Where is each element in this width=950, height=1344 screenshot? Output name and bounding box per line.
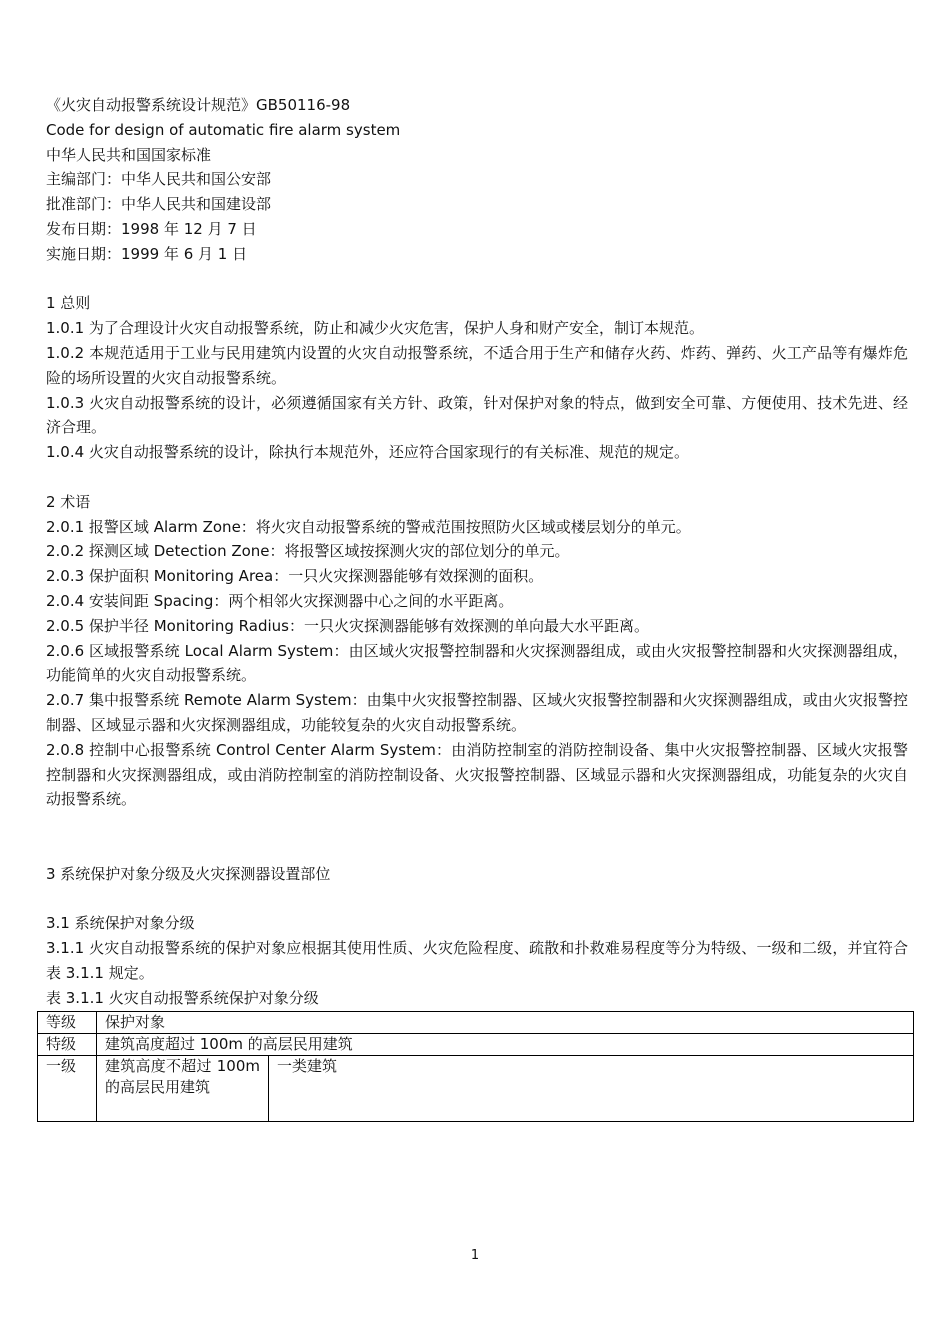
table-header-cell: 等级 — [38, 1012, 97, 1034]
table-header-cell: 保护对象 — [97, 1012, 914, 1034]
table-row — [38, 1034, 914, 1056]
clause-1-0-2: 1.0.2 本规范适用于工业与民用建筑内设置的火灾自动报警系统，不适合用于生产和储存火药、炸药、弹药、火工产品等有爆炸危险的场所设置的火灾自动报警系统。 — [46, 343, 908, 387]
clause-2-0-7: 2.0.7 集中报警系统 Remote Alarm System：由集中火灾报警控制器、区域火灾报警控制器和火灾探测器组成，或由火灾报警控制器、区域显示器和火灾探测器组成，功能较复杂的火灾自动报警系统。 — [46, 691, 908, 734]
spacer — [46, 465, 908, 490]
approver-dept: 批准部门：中华人民共和国建设部 — [46, 195, 272, 214]
clause-2-0-3: 2.0.3 保护面积 Monitoring Area：一只火灾探测器能够有效探测的面积。 — [46, 567, 544, 586]
table-row — [38, 1056, 914, 1122]
table-cell: 建筑高度不超过 100m 的高层民用建筑 — [97, 1056, 269, 1122]
table-cell: 一类建筑 — [269, 1056, 914, 1122]
clause-2-0-4: 2.0.4 安装间距 Spacing：两个相邻火灾探测器中心之间的水平距离。 — [46, 591, 514, 610]
protection-level-table — [37, 1011, 914, 1122]
effective-date: 实施日期：1999 年 6 月 1 日 — [46, 244, 248, 263]
section-2-heading: 2 术语 — [46, 492, 91, 511]
document-body — [46, 93, 908, 1010]
section-3-1-heading: 3.1 系统保护对象分级 — [46, 914, 195, 933]
clause-1-0-4: 1.0.4 火灾自动报警系统的设计，除执行本规范外，还应符合国家现行的有关标准、规范的规定。 — [46, 443, 689, 462]
page-number: 1 — [470, 1248, 480, 1263]
table-header-row — [38, 1012, 914, 1034]
release-date: 发布日期：1998 年 12 月 7 日 — [46, 219, 257, 238]
spacer — [46, 887, 908, 912]
spacer — [46, 267, 908, 292]
section-3-heading: 3 系统保护对象分级及火灾探测器设置部位 — [46, 864, 331, 883]
editor-dept: 主编部门：中华人民共和国公安部 — [46, 170, 272, 189]
standard-type: 中华人民共和国国家标准 — [46, 145, 212, 164]
clause-2-0-5: 2.0.5 保护半径 Monitoring Radius：一只火灾探测器能够有效探测的单向最大水平距离。 — [46, 616, 649, 635]
clause-3-1-1: 3.1.1 火灾自动报警系统的保护对象应根据其使用性质、火灾危险程度、疏散和扑救难易程度等分为特级、一级和二级，并宜符合表 3.1.1 规定。 — [46, 939, 908, 982]
english-title: Code for design of automatic fire alarm system — [46, 120, 401, 139]
table-cell: 建筑高度超过 100m 的高层民用建筑 — [97, 1034, 914, 1056]
clause-2-0-2: 2.0.2 探测区域 Detection Zone：将报警区域按探测火灾的部位划分的单元。 — [46, 542, 570, 561]
table-cell: 一级 — [38, 1056, 97, 1122]
clause-1-0-1: 1.0.1 为了合理设计火灾自动报警系统，防止和减少火灾危害，保护人身和财产安全，制订本规范。 — [46, 319, 704, 338]
clause-2-0-8: 2.0.8 控制中心报警系统 Control Center Alarm System：由消防控制室的消防控制设备、集中火灾报警控制器、区域火灾报警控制器和火灾探测器组成，或由消防控制室的消防控制设备、火灾报警控制器、区域显示器和火灾探测器组成，功能复杂的火灾自动报警系统。 — [46, 740, 908, 809]
clause-1-0-3: 1.0.3 火灾自动报警系统的设计，必须遵循国家有关方针、政策，针对保护对象的特点，做到安全可靠、方便使用、技术先进、经济合理。 — [46, 393, 908, 437]
spacer — [46, 812, 908, 862]
clause-2-0-6: 2.0.6 区域报警系统 Local Alarm System：由区域火灾报警控制器和火灾探测器组成，或由火灾报警控制器和火灾探测器组成，功能简单的火灾自动报警系统。 — [46, 641, 908, 685]
clause-2-0-1: 2.0.1 报警区域 Alarm Zone：将火灾自动报警系统的警戒范围按照防火区域或楼层划分的单元。 — [46, 517, 691, 536]
document-title: 《火灾自动报警系统设计规范》GB50116-98 — [46, 96, 351, 114]
section-1-heading: 1 总则 — [46, 294, 91, 313]
table-caption: 表 3.1.1 火灾自动报警系统保护对象分级 — [46, 988, 319, 1007]
table-cell: 特级 — [38, 1034, 97, 1056]
